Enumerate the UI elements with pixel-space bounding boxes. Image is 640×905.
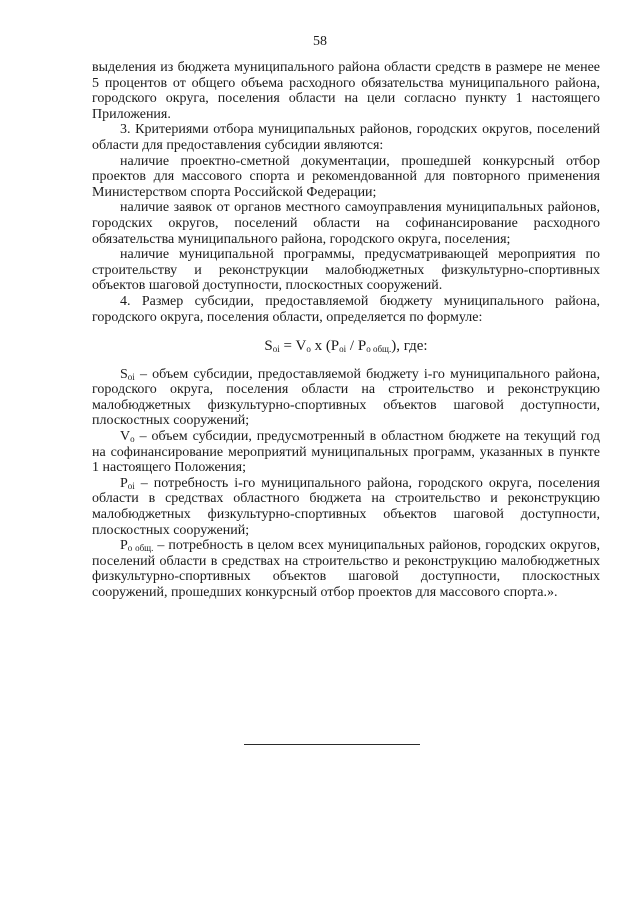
- definition-vo: $V_o$ – объем субсидии, предусмотренный в областном бюджете на текущий год на софинансирование мероприятий муниципальных программ, указанных в пункте 1 настоящего Положения;: [92, 429, 600, 476]
- document-body: [92, 60, 600, 601]
- page-number: 58: [313, 34, 327, 49]
- definition-poi: $P_{oi}$ – потребность i-го муниципального района, городского округа, поселения области в средствах областного бюджета на строительство и реконструкцию малобюджетных физкультурно-спортивных объектов шаговой доступности, плоскостных сооружений;: [92, 475, 600, 538]
- paragraph-criteria-heading: 3. Критериями отбора муниципальных районов, городских округов, поселений области для предоставления субсидии являются:: [92, 122, 600, 153]
- paragraph-criterion-design-docs: наличие проектно-сметной документации, прошедшей конкурсный отбор проектов для массового спорта и рекомендованной для повторного применения Министерством спорта Российской Федерации;: [92, 153, 600, 200]
- subsidy-formula: $S_{oi} = V_o$ x $(P_{oi} / P_{о общ.})$, где:: [264, 338, 428, 355]
- paragraph-subsidy-size: 4. Размер субсидии, предоставляемой бюджету муниципального района, городского округа, поселения области, определяется по формуле:: [92, 293, 600, 325]
- definition-p-total: $P_{о общ.}$ – потребность в целом всех муниципальных районов, городских округов, поселений области в средствах на строительство и реконструкцию малобюджетных физкультурно-спортивных объектов шаговой доступности, плоскостных сооружений, прошедших конкурсный отбор проектов для массового спорта.».: [92, 538, 600, 600]
- paragraph-criterion-applications: наличие заявок от органов местного самоуправления муниципальных районов, городских округов, поселений области на софинансирование расходного обязательства муниципального района, городского округа, поселения;: [92, 200, 600, 247]
- definition-soi: $S_{oi}$ – объем субсидии, предоставляемой бюджету i-го муниципального района, городского округа, поселения области на строительство и реконструкцию малобюджетных физкультурно-спортивных объектов шаговой доступности, плоскостных сооружений;: [92, 366, 600, 429]
- paragraph-continuation: выделения из бюджета муниципального района области средств в размере не менее 5 процентов от общего объема расходного обязательства муниципального района, городского округа, поселения области на цели согласно пункту 1 настоящего Приложения.: [92, 60, 600, 122]
- closing-separator-line: [244, 744, 420, 745]
- paragraph-criterion-program: наличие муниципальной программы, предусматривающей мероприятия по строительству и реконструкции малобюджетных физкультурно-спортивных объектов шаговой доступности, плоскостных сооружений.: [92, 247, 600, 294]
